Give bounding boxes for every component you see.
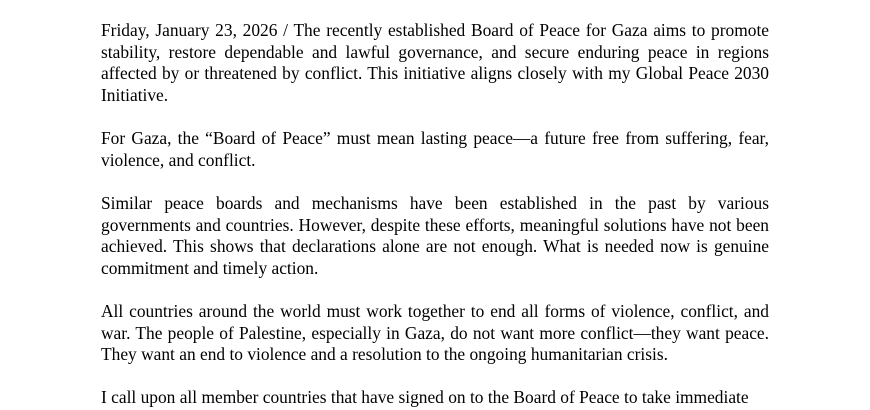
paragraph-gaza-meaning: For Gaza, the “Board of Peace” must mean lasting peace—a future free from suffering, fear, violence, and conflict. bbox=[101, 128, 769, 170]
paragraph-global-cooperation: All countries around the world must work together to end all forms of violence, conflict, and war. The people of Palestine, especially in Gaza, do not want more conflict—they want peace. They want an end to violence and a resolution to the ongoing humanitarian crisis. bbox=[101, 301, 769, 364]
paragraph-dateline-intro: Friday, January 23, 2026 / The recently established Board of Peace for Gaza aims to promote stability, restore dependable and lawful governance, and secure enduring peace in regions affected by or threatened by conflict. This initiative aligns closely with my Global Peace 2030 Initiative. bbox=[101, 20, 769, 105]
paragraph-past-efforts: Similar peace boards and mechanisms have been established in the past by various governments and countries. However, despite these efforts, meaningful solutions have not been achieved. This shows that declarations alone are not enough. What is needed now is genuine commitment and timely action. bbox=[101, 193, 769, 278]
paragraph-call-to-action: I call upon all member countries that have signed on to the Board of Peace to take immediate bbox=[101, 387, 749, 407]
